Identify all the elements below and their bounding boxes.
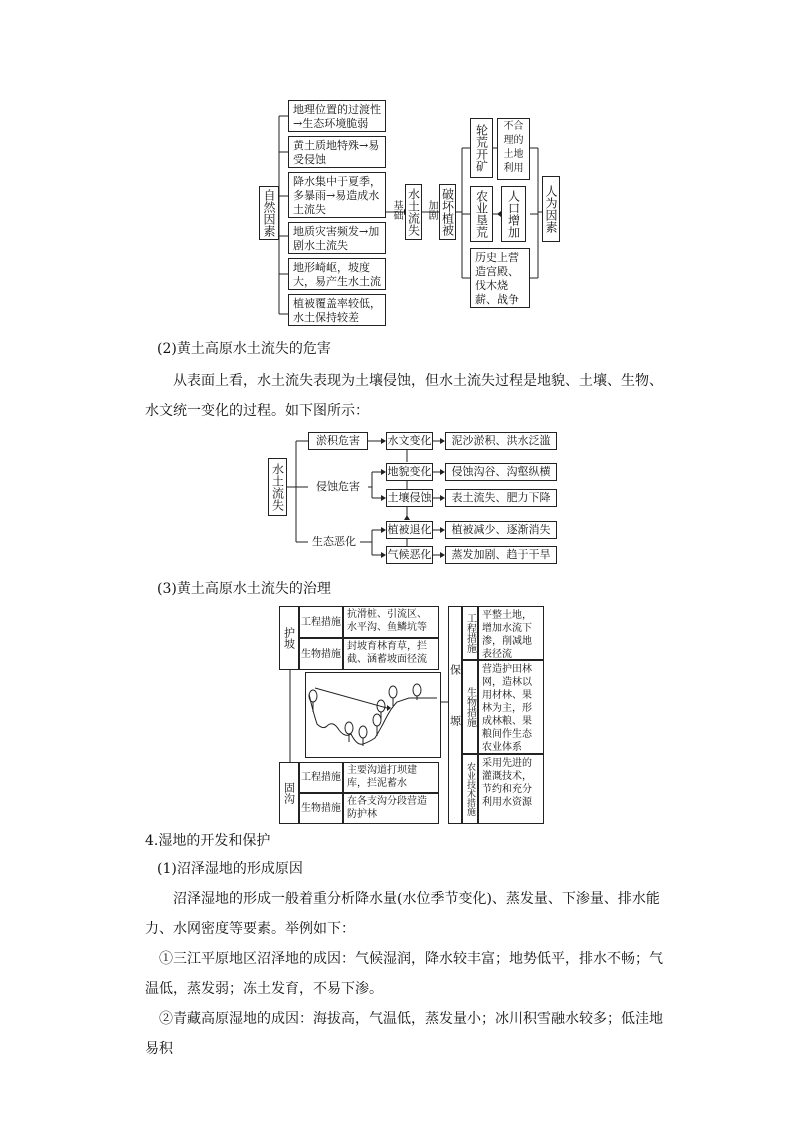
section3-heading: (3)黄土高原水土流失的治理: [157, 581, 331, 597]
base-label: 基础: [391, 200, 402, 220]
aggravate-label: 加剧: [426, 200, 437, 220]
change-climate: 气候恶化: [386, 546, 433, 564]
change-hydrology: 水文变化: [386, 432, 433, 450]
plateau-protection-label: 保塬: [448, 606, 462, 824]
section4-paragraph3: ②青藏高原湿地的成因：海拔高，气温低，蒸发量小；冰川积雪融水较多；低洼地易积: [145, 1011, 663, 1057]
change-soil: 土壤侵蚀: [386, 489, 433, 507]
destroy-vegetation: 破坏植被: [439, 184, 456, 240]
slope-engineering-type: 工程措施: [299, 606, 343, 638]
plateau-engineering-desc: 平整土地，增加水流下渗，削减地表径流: [478, 606, 544, 660]
cause-history: 历史上营造宫殿、伐木烧薪、战争: [470, 248, 530, 308]
population-growth: 人口增加: [501, 186, 526, 242]
effect-vegetation: 植被减少、逐渐消失: [445, 521, 557, 539]
hazard-sedimentation: 淤积危害: [308, 432, 368, 450]
natural-factors-label: 自然因素: [259, 186, 279, 240]
natural-factor-1: 地理位置的过渡性→生态环境脆弱: [288, 100, 386, 132]
section2-paragraph: 从表面上看，水土流失表现为土壤侵蚀，但水土流失过程是地貌、土壤、生物、水文统一变化的过程。如下图所示：: [145, 373, 663, 419]
slope-engineering-desc: 抗滑桩、引流区、水平沟、鱼鳞坑等: [343, 606, 439, 638]
section4-heading: 4.湿地的开发和保护: [145, 833, 271, 849]
slope-biological-type: 生物措施: [299, 638, 343, 670]
section4-paragraph1: 沼泽湿地的形成一般着重分析降水量(水位季节变化)、蒸发量、下渗量、排水能力、水网密度等要素。举例如下：: [145, 891, 660, 937]
plateau-agritech-desc: 采用先进的灌溉技术，节约和充分利用水资源: [478, 754, 544, 824]
human-factors-label: 人为因素: [542, 176, 560, 242]
plateau-biological-type: 生物措施: [462, 660, 478, 754]
hazard-ecology: 生态恶化: [308, 533, 360, 551]
section4-paragraph2: ①三江平原地区沼泽地的成因：气候湿润，降水较丰富；地势低平，排水不畅；气温低，蒸发弱；冻土发育，不易下渗。: [145, 951, 663, 997]
soil-erosion-center: 水土流失: [405, 184, 422, 240]
change-vegetation: 植被退化: [386, 521, 433, 539]
root-soil-erosion: 水土流失: [268, 458, 287, 516]
plateau-engineering-type: 工程措施: [462, 606, 478, 660]
plateau-agritech-type: 农业技术措施: [462, 754, 478, 824]
natural-factor-2: 黄土质地特殊→易受侵蚀: [288, 136, 386, 168]
gully-fixing-label: 固沟: [279, 762, 299, 824]
slope-biological-desc: 封坡育林育草，拦截、涵蓄坡面径流: [343, 638, 439, 670]
effect-climate: 蒸发加剧、趋于干旱: [445, 546, 557, 564]
hazard-erosion: 侵蚀危害: [308, 478, 368, 496]
effect-soil: 表土流失、肥力下降: [445, 489, 557, 507]
cause-reclamation: 农业垦荒: [470, 186, 493, 242]
cause-mining: 轮荒开矿: [470, 118, 493, 178]
natural-factor-6: 植被覆盖率较低，水土保持较差: [288, 294, 386, 326]
section4-subheading: (1)沼泽湿地的形成原因: [157, 861, 303, 877]
natural-factor-4: 地质灾害频发→加剧水土流失: [288, 222, 386, 254]
gully-engineering-type: 工程措施: [299, 762, 343, 793]
gully-biological-desc: 在各支沟分段营造防护林: [343, 793, 439, 824]
effect-landform: 侵蚀沟谷、沟壑纵横: [445, 463, 557, 481]
unreasonable-land-use: 不合理的土地利用: [497, 118, 530, 180]
gully-biological-type: 生物措施: [299, 793, 343, 824]
effect-hydrology: 泥沙淤积、洪水泛滥: [445, 432, 557, 450]
change-landform: 地貌变化: [386, 463, 433, 481]
section2-heading: (2)黄土高原水土流失的危害: [157, 341, 331, 357]
plateau-biological-desc: 营造护田林网，造林以用材林、果林为主，形成林粮、果粮间作生态农业体系: [478, 660, 544, 754]
natural-factor-5: 地形崎岖，坡度大，易产生水土流: [288, 258, 386, 290]
natural-factor-3: 降水集中于夏季，多暴雨→易造成水土流失: [288, 172, 386, 218]
slope-protection-label: 护坡: [279, 606, 299, 670]
gully-engineering-desc: 主要沟道打坝建库，拦泥蓄水: [343, 762, 439, 793]
